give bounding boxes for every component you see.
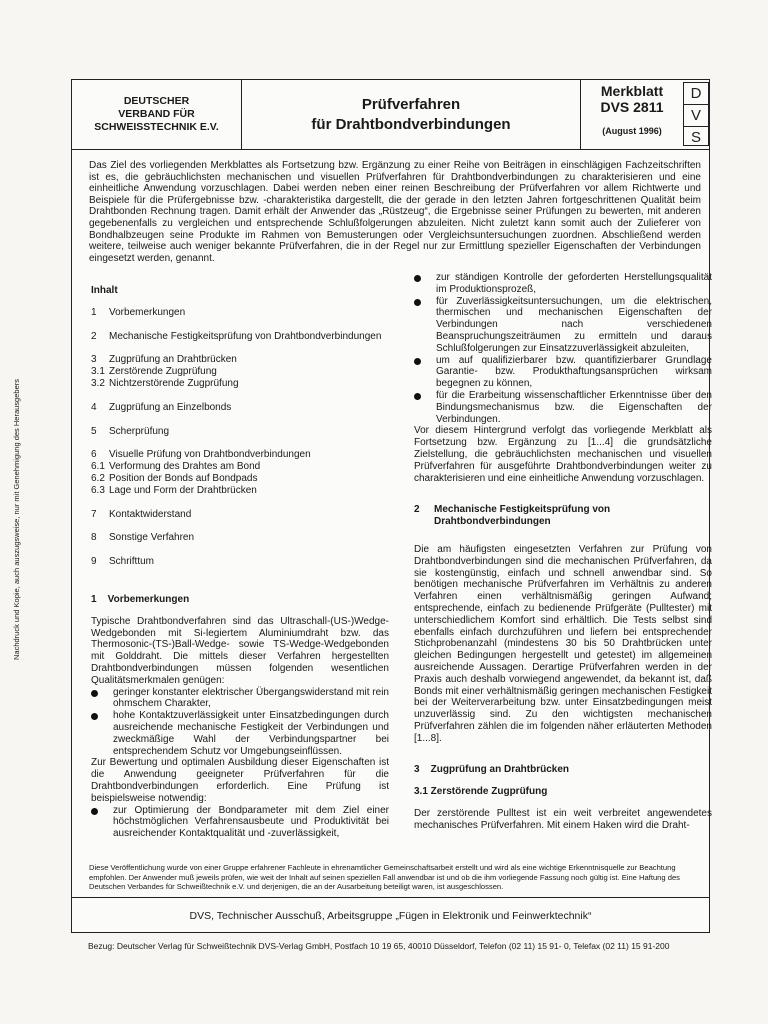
toc-item: 8 Sonstige Verfahren [91, 532, 195, 544]
bullet-icon [414, 275, 421, 282]
bullet-icon [414, 393, 421, 400]
list-item: zur Optimierung der Bondparameter mit dem Ziel einer höchstmöglichen Verfahrensausbeute und Produktivität bei ausreichender Kontaktqualität und -zuverlässigkeit, [91, 805, 389, 840]
section1-heading: 1 Vorbemerkungen [91, 593, 190, 605]
document-date: (August 1996) [602, 126, 662, 136]
toc-item: 3 Zugprüfung an Drahtbrücken [91, 354, 237, 366]
section1-paragraph-2: Zur Bewertung und optimalen Ausbildung dieser Eigenschaften ist die Anwendung geeigneter Prüfverfahren für die Drahtbondverbindungen erforderlich. Eine Prüfung ist beispielsweise notwendig: [91, 757, 389, 804]
toc-item: 9 Schrifttum [91, 556, 155, 568]
list-item: hohe Kontaktzuverlässigkeit unter Einsatzbedingungen durch ausreichende mechanische Festigkeit der Verbindungen und zweckmäßige Wahl der Verbindungspartner bei entsprechendem Schutz vor Umgebungseinflüssen. [91, 710, 389, 757]
quality-bullets [91, 687, 389, 758]
copyright-text: Nachdruck und Kopie, auch auszugsweise, nur mit Genehmigung des Herausgebers [12, 379, 21, 660]
list-item: um auf qualifizierbarer bzw. quantifizierbarer Grundlage Garantie- bzw. Produkthaftungsansprüchen wirksam begegnen zu können, [414, 355, 712, 390]
intro-paragraph: Das Ziel des vorliegenden Merkblattes als Fortsetzung bzw. Ergänzung zu einer Reihe von Beiträgen in einschlägigen Fachzeitschriften ist es, die gebräuchlichsten mechanischen und visuellen Prüfverfahren für Drahtbondverbindungen zu charakterisieren und eine einheitliche Anwendung vorzuschlagen. Dabei werden neben einer reinen Beschreibung der Prüfverfahren vor allem Richtwerte und Beispiele für die Prüfergebnisse bzw. -charakteristika dargestellt, die der gerade in den letzten Jahren fortgeschrittenen Qualität beim Drahtbonden Rechnung tragen. Damit erhält der Anwender das „Rüstzeug“, die Ergebnisse seiner Prüfungen zu bewerten, mit anderen gegebenenfalls zu vergleichen und entsprechende Schlußfolgerungen abzuleiten. Nicht zuletzt kann somit auch der Zulieferer von Bondhalbzeugen seine Produkte im Rahmen von Bemusterungen oder Vergleichsuntersuchungen zuordnen. Abschließend werden weitere, teilweise auch weniger bekannte Prüfverfahren, die in der Regel nur zur Ermittlung spezieller Eigenschaften der Verbindungen eingesetzt werden, genannt. [89, 160, 701, 264]
copyright-sidenote [12, 360, 26, 660]
list-item: für die Erarbeitung wissenschaftlicher Erkenntnisse über den Bindungsmechanismus bzw. die Eigenschaften der Verbindungen. [414, 390, 712, 425]
table-of-contents [91, 307, 389, 568]
document-number: DVS 2811 [600, 99, 664, 115]
document-title: Prüfverfahren für Drahtbondverbindungen [242, 80, 581, 149]
logo-letter-s: S [690, 129, 701, 146]
right-column [414, 272, 712, 832]
bullet-icon [91, 713, 98, 720]
section3-heading: 3 Zugprüfung an Drahtbrücken [414, 764, 570, 776]
org-name: DEUTSCHER VERBAND FÜR SCHWEISSTECHNIK E.V. [72, 80, 242, 149]
logo-letter-v: V [684, 105, 708, 127]
toc-item: 4 Zugprüfung an Einzelbonds [91, 401, 232, 413]
list-item: zur ständigen Kontrolle der geforderten Herstellungsqualität im Produktionsprozeß, [414, 272, 712, 296]
toc-item: 7 Kontaktwiderstand [91, 508, 192, 520]
document-page [71, 79, 710, 933]
background-paragraph: Vor diesem Hintergrund verfolgt das vorliegende Merkblatt als Fortsetzung bzw. Ergänzung zu [1...4] die grundsätzliche Zielstellung, die gebräuchlichsten mechanischen und visuellen Prüfverfahren für ausgeführte Drahtbondverbindungen weiter zu charakterisieren und eine einheitliche Anwendung vorzuschlagen. [414, 425, 712, 484]
section2-paragraph: Die am häufigsten eingesetzten Verfahren zur Prüfung von Drahtbondverbindungen sind die mechanischen Prüfverfahren, da sie kostengünstig, einfach und schnell anwendbar sind. So benötigen mechanische Prüfverfahren im Verhältnis zu anderen Verfahren einen verhältnismäßig geringen Aufwand; entsprechende, einfach zu bedienende Prüfgeräte (Pulltester) mit unterschiedlichem Komfort sind erhältlich. Die Tests selbst sind ebenfalls einfach durchzuführen und liefern bei entsprechender Stichprobenanzahl (mindestens 30 bis 50 Drahtbrücken unter gleichen Bedingungen hergestellt und getestet) im allgemeinen ausreichende Aussagen. Derartige Prüfverfahren werden in der Praxis auch deshalb vorwiegend angewendet, da bekannt ist, daß Bonds mit einer verhältnismäßig geringen mechanischen Festigkeit bei der Weiterverarbeitung bzw. unter Einsatzbedingungen meist unzuverlässig sind. Zu den wichtigsten mechanischen Prüfverfahren zählen die im folgenden näher erläuterten Methoden [1...8]. [414, 543, 712, 744]
toc-item: 1 Vorbemerkungen [91, 306, 186, 318]
toc-item: 3.2 Nichtzerstörende Zugprüfung [91, 377, 239, 389]
bullet-icon [414, 299, 421, 306]
purpose-bullets [91, 805, 389, 840]
bullet-icon [91, 690, 98, 697]
publisher-info: Bezug: Deutscher Verlag für Schweißtechnik DVS-Verlag GmbH, Postfach 10 19 65, 40010 Düsseldorf, Telefon (02 11) 15 91- 0, Telefax (02 11) 15 91-200 [88, 941, 670, 951]
section2-heading: 2 Mechanische Festigkeitsprüfung von Drahtbondverbindungen [414, 504, 611, 528]
disclaimer-footnote: Diese Veröffentlichung wurde von einer Gruppe erfahrener Fachleute in ehrenamtlicher Gemeinschaftsarbeit erstellt und wird als eine wichtige Erkenntnisquelle zur Beachtung empfohlen. Der Anwender muß jeweils prüfen, wie weit der Inhalt auf seinen speziellen Fall anwendbar ist und ob die ihm vorliegende Fassung noch gültig ist. Eine Haftung des Deutschen Verbandes für Schweißtechnik e.V. und derjenigen, die an der Ausarbeitung beteiligt waren, ist ausgeschlossen. [89, 863, 680, 892]
toc-item: 5 Scherprüfung [91, 425, 170, 437]
committee-line: DVS, Technischer Ausschuß, Arbeitsgruppe „Fügen in Elektronik und Feinwerktechnik“ [72, 897, 709, 934]
section3-1-paragraph: Der zerstörende Pulltest ist ein weit verbreitet angewendetes mechanisches Prüfverfahren. Mit einem Haken wird die Draht- [414, 808, 712, 831]
toc-item: 6.3 Lage und Form der Drahtbrücken [91, 484, 257, 496]
toc-item: 6 Visuelle Prüfung von Drahtbondverbindungen [91, 449, 311, 461]
toc-item: 6.1 Verformung des Drahtes am Bond [91, 461, 261, 473]
purpose-bullets-continued [414, 272, 712, 425]
section1-paragraph: Typische Drahtbondverfahren sind das Ultraschall-(US-)Wedge-Wedgebonden mit Si-legiertem Aluminiumdraht bzw. das Thermosonic-(TS-)Ball-Wedge- sowie TS-Wedge-Wedgebonden mit Golddraht. Die mittels dieser Verfahren hergestellten Drahtbondverbindungen müssen folgenden wesentlichen Qualitätsmerkmalen genügen: [91, 615, 389, 686]
merkblatt-label: Merkblatt [600, 83, 664, 99]
logo-letter-d: D [684, 83, 708, 105]
toc-item: 3.1 Zerstörende Zugprüfung [91, 366, 217, 378]
left-column [91, 285, 389, 840]
merkblatt-box [581, 80, 683, 149]
bullet-icon [91, 808, 98, 815]
document-header [72, 80, 709, 150]
list-item: geringer konstanter elektrischer Übergangswiderstand mit rein ohmschem Charakter, [91, 687, 389, 711]
dvs-logo [683, 82, 709, 146]
toc-heading: Inhalt [91, 285, 118, 296]
list-item: für Zuverlässigkeitsuntersuchungen, um die elektrischen, thermischen und mechanischen Eigenschaften der Verbindungen nach verschiedenen Beanspruchungszeiträumen zu ermitteln und daraus Schlußfolgerungen zur Einsatzzuverlässigkeit abzuleiten, [414, 296, 712, 355]
toc-item: 6.2 Position der Bonds auf Bondpads [91, 472, 258, 484]
section3-1-heading: 3.1 Zerstörende Zugprüfung [414, 786, 548, 798]
bullet-icon [414, 358, 421, 365]
toc-item: 2 Mechanische Festigkeitsprüfung von Drahtbondverbindungen [91, 330, 382, 342]
